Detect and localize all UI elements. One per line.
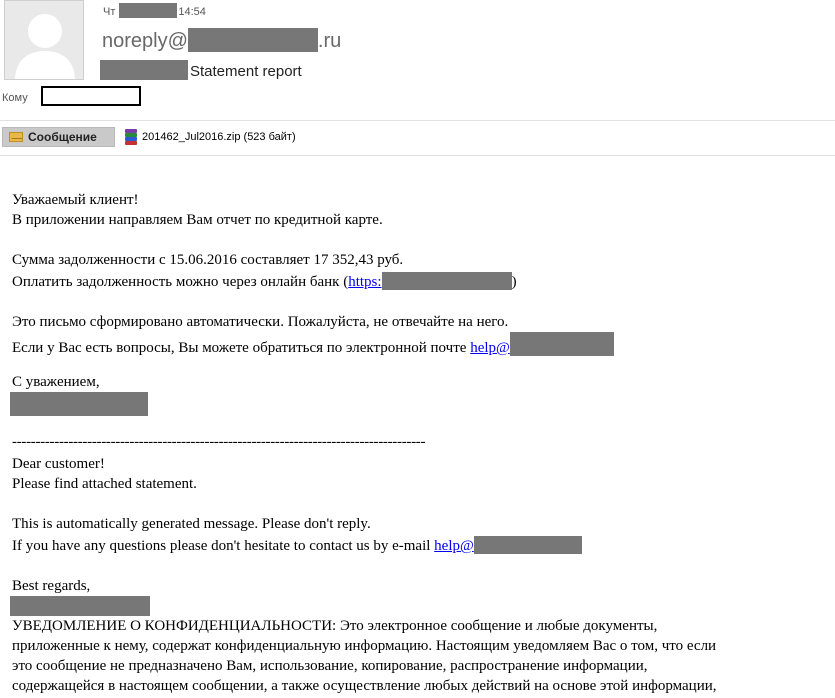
ru-pay-prefix: Оплатить задолженность можно через онлайн банк ( bbox=[12, 274, 349, 290]
redacted-signature-en bbox=[10, 596, 150, 616]
redacted-date bbox=[119, 3, 177, 18]
attachment-divider bbox=[0, 155, 835, 156]
attachment-file[interactable] bbox=[123, 128, 296, 145]
envelope-icon bbox=[9, 132, 23, 142]
redacted-help-email-ru bbox=[510, 332, 614, 356]
sender-avatar bbox=[4, 0, 84, 80]
attachment-filename: 201462_Jul2016.zip (523 байт) bbox=[142, 130, 296, 143]
confidentiality-notice-4: содержащейся в настоящем сообщении, а также осуществление любых действий на основе этой информации, bbox=[12, 678, 717, 694]
redacted-subject-prefix bbox=[100, 60, 188, 80]
ru-line1: В приложении направляем Вам отчет по кредитной карте. bbox=[12, 212, 383, 228]
en-auto: This is automatically generated message. Please don't reply. bbox=[12, 516, 371, 532]
message-tab-label: Сообщение bbox=[28, 130, 97, 144]
redacted-sender-domain bbox=[188, 28, 318, 52]
confidentiality-notice-1: УВЕДОМЛЕНИЕ О КОНФИДЕНЦИАЛЬНОСТИ: Это электронное сообщение и любые документы, bbox=[12, 618, 658, 634]
en-regards: Best regards, bbox=[12, 578, 91, 594]
confidentiality-notice-2: приложенные к нему, содержат конфиденциальную информацию. Настоящим уведомляем Вас о том, что если bbox=[12, 638, 717, 654]
en-contact-line bbox=[12, 536, 582, 556]
ru-debt: Сумма задолженности с 15.06.2016 составляет 17 352,43 руб. bbox=[12, 252, 404, 268]
message-tab[interactable] bbox=[2, 127, 115, 147]
sender-address[interactable] bbox=[102, 28, 341, 53]
redacted-help-email-en bbox=[474, 536, 582, 554]
to-label: Кому bbox=[2, 92, 28, 104]
person-silhouette-icon bbox=[5, 1, 84, 80]
en-contact-prefix: If you have any questions please don't hesitate to contact us by e-mail bbox=[12, 538, 435, 554]
ru-greeting: Уважаемый клиент! bbox=[12, 192, 139, 208]
sent-date bbox=[103, 3, 206, 18]
subject-text: Statement report bbox=[190, 63, 302, 80]
ru-regards: С уважением, bbox=[12, 374, 100, 390]
ru-help-email-link[interactable]: help@ bbox=[470, 340, 510, 356]
header-divider bbox=[0, 120, 835, 121]
separator-line: ---------------------------------------------------------------------------------------- bbox=[12, 434, 426, 450]
redacted-signature-ru bbox=[10, 392, 148, 416]
subject-line bbox=[100, 60, 302, 80]
message-header bbox=[0, 0, 835, 118]
en-line1: Please find attached statement. bbox=[12, 476, 197, 492]
archive-icon bbox=[123, 128, 139, 145]
recipient-redacted-box bbox=[41, 86, 141, 106]
online-bank-link[interactable]: https: bbox=[348, 274, 382, 290]
ru-pay-line bbox=[12, 272, 517, 292]
attachment-bar bbox=[0, 124, 835, 150]
ru-contact-prefix: Если у Вас есть вопросы, Вы можете обратиться по электронной почте bbox=[12, 340, 471, 356]
sent-time: 14:54 bbox=[178, 6, 206, 18]
sent-day: Чт bbox=[103, 6, 116, 18]
ru-pay-link-end: ) bbox=[511, 274, 517, 290]
en-help-email-link[interactable]: help@ bbox=[434, 538, 474, 554]
ru-auto: Это письмо сформировано автоматически. Пожалуйста, не отвечайте на него. bbox=[12, 314, 509, 330]
redacted-bank-url bbox=[382, 272, 512, 290]
sender-suffix: .ru bbox=[317, 30, 342, 52]
sender-prefix: noreply@ bbox=[102, 30, 188, 52]
en-greeting: Dear customer! bbox=[12, 456, 105, 472]
ru-contact-line bbox=[12, 332, 614, 356]
confidentiality-notice-3: это сообщение не предназначено Вам, использование, копирование, распространение информации, bbox=[12, 658, 648, 674]
